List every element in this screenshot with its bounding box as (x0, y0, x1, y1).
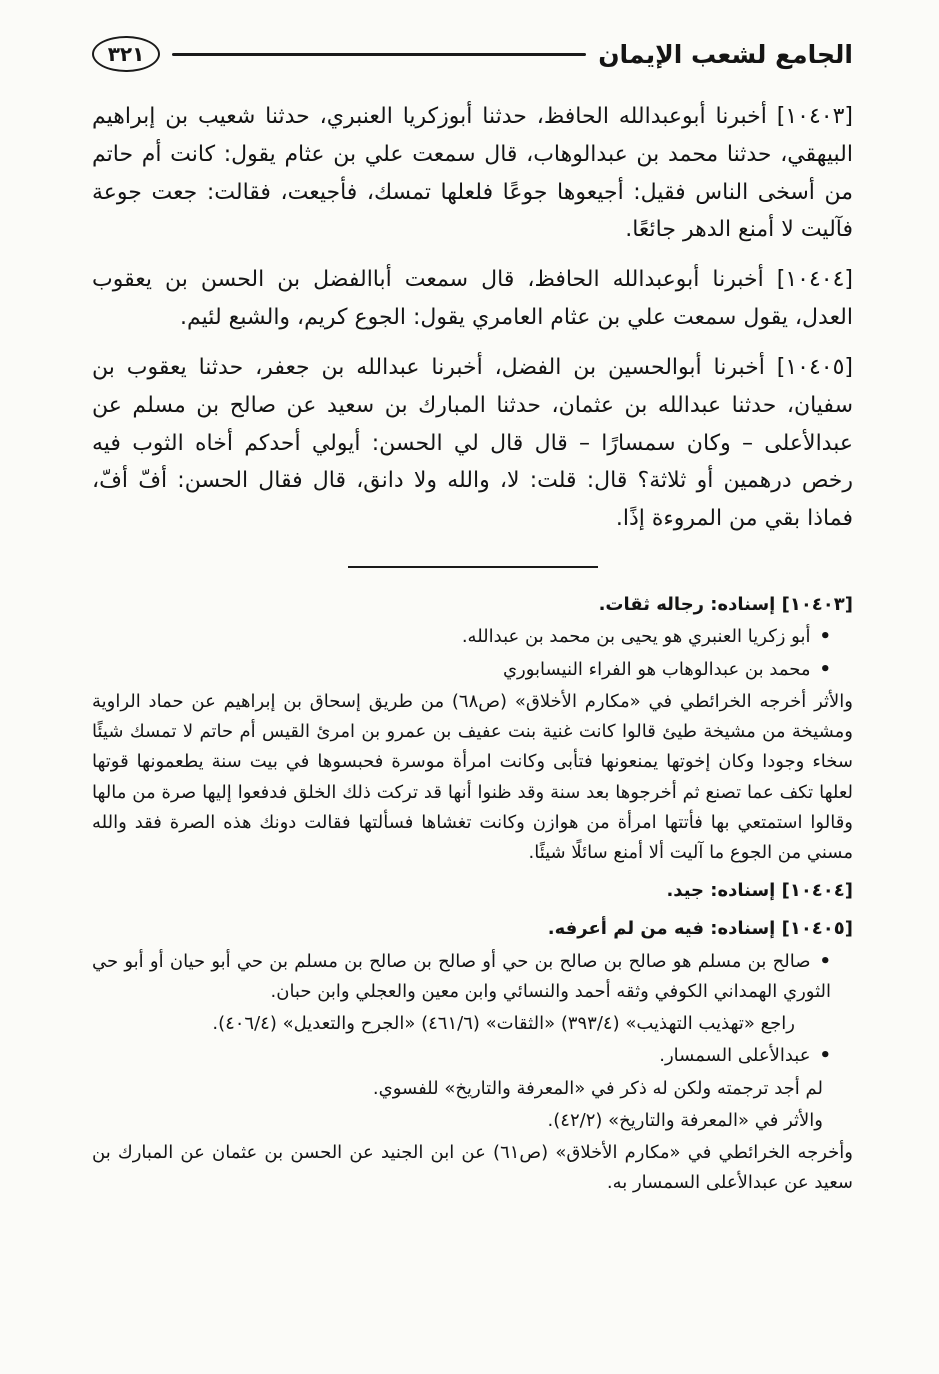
bullet-icon: • (819, 626, 831, 648)
footnote-paragraph: والأثر أخرجه الخرائطي في «مكارم الأخلاق» (ص٦٨) من طريق إسحاق بن إبراهيم عن حماد الراوية ومشيخة من مشيخة طيئ قالوا كانت غنية بنت عفيف بن عمرو بن امرئ القيس أم حاتم لا تمسك شيئًا سخاء وجودا وكان إخوتها يمنعونها فتأبى وكانت امرأة موسرة فحبسوها في بيت سنة يطعمونها قوتها لعلها تكف عما تصنع ثم أخرجوها بعد سنة وقد ظنوا أنها قد تركت ذلك الخلق فدفعوا إليها صرة من مالها وقالوا استمتعي بها فأتتها امرأة من هوازن وكانت تغشاها فسألتها فقالت دونك هذه الصرة فقد والله مسني من الجوع ما آليت ألا أمنع سائلًا شيئًا. (92, 690, 853, 863)
page-header (92, 36, 853, 72)
footnote-bullet-line (92, 655, 853, 685)
footnote-note-line: لم أجد ترجمته ولكن له ذكر في «المعرفة والتاريخ» للفسوي. (372, 1077, 823, 1099)
bullet-icon: • (819, 1045, 831, 1067)
footnote-bullet-line (92, 1041, 853, 1071)
main-text (92, 98, 853, 538)
footnote-bullet-line (92, 947, 853, 1007)
page-number-badge (92, 36, 160, 72)
footnote-separator (348, 566, 598, 568)
bullet-icon: • (819, 950, 831, 972)
footnotes-section (92, 590, 853, 1198)
hadith-paragraph-10405: [١٠٤٠٥] أخبرنا أبوالحسين بن الفضل، أخبرنا عبدالله بن جعفر، حدثنا يعقوب بن سفيان، حدثنا عبدالله بن عثمان، حدثنا المبارك بن سعيد عن صالح بن مسلم عن عبدالأعلى – وكان سمسارًا – قال قال لي الحسن: أيولي أحدكم أخاه الثوب فيه رخص درهمين أو ثلاثة؟ قال: قلت: لا، والله ولا دانق، قال فقال الحسن: أفّ أفّ، فماذا بقي من المروءة إذًا. (92, 354, 853, 532)
footnote-note-line: والأثر في «المعرفة والتاريخ» (٤٢/٢). (547, 1109, 823, 1131)
footnote-entry-10403: [١٠٤٠٣] إسناده: رجاله ثقات. (598, 594, 853, 616)
footnote-text: صالح بن مسلم هو صالح بن صالح بن حي أو صالح بن صالح بن مسلم بن حي أبو حيان أو أبو حي الثوري الهمداني الكوفي وثقه أحمد والنسائي وابن معين والعجلي وابن حبان. (92, 950, 831, 1002)
footnote-reference-line: راجع «تهذيب التهذيب» (٣٩٣/٤) «الثقات» (٤٦١/٦) «الجرح والتعديل» (٤٠٦/٤). (212, 1013, 795, 1035)
header-rule (172, 53, 586, 56)
bullet-icon: • (819, 658, 831, 680)
hadith-paragraph-10404: [١٠٤٠٤] أخبرنا أبوعبدالله الحافظ، قال سمعت أباالفضل بن الحسن بن يعقوب العدل، يقول سمعت علي بن عثام العامري يقول: الجوع كريم، والشبع لئيم. (92, 267, 853, 331)
footnote-entry-10405: [١٠٤٠٥] إسناده: فيه من لم أعرفه. (547, 918, 853, 940)
footnote-bullet-line (92, 622, 853, 652)
page-number: ٣٢١ (107, 42, 145, 66)
footnote-text: محمد بن عبدالوهاب هو الفراء النيسابوري (502, 658, 811, 680)
footnote-text: أبو زكريا العنبري هو يحيى بن محمد بن عبدالله. (461, 626, 811, 648)
footnote-entry-10404: [١٠٤٠٤] إسناده: جيد. (666, 880, 853, 902)
footnote-text: عبدالأعلى السمسار. (659, 1045, 811, 1067)
footnote-paragraph: وأخرجه الخرائطي في «مكارم الأخلاق» (ص٦١) عن ابن الجنيد عن الحسن بن عثمان عن المبارك بن سعيد عن عبدالأعلى السمسار به. (92, 1142, 854, 1194)
book-title: الجامع لشعب الإيمان (598, 39, 853, 69)
hadith-paragraph-10403: [١٠٤٠٣] أخبرنا أبوعبدالله الحافظ، حدثنا أبوزكريا العنبري، حدثنا شعيب بن إبراهيم البيهقي، حدثنا محمد بن عبدالوهاب، قال سمعت علي بن عثام يقول: كانت أم حاتم من أسخى الناس فقيل: أجيعوها جوعًا فلعلها تمسك، فأجيعت، فقالت: جعت جوعة فآليت لا أمنع الدهر جائعًا. (92, 104, 853, 243)
